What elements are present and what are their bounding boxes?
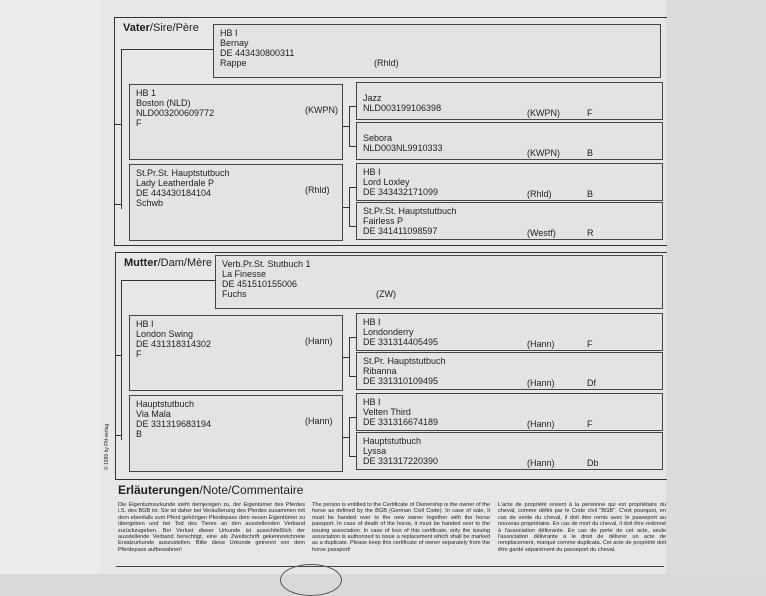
- pedigree-line: HB I: [220, 28, 238, 38]
- pedigree-line: Londonderry: [363, 327, 414, 337]
- pedigree-line: DE 331317220390: [363, 456, 439, 466]
- pedigree-line: Lady Leatherdale P: [136, 178, 215, 188]
- grandparent-box: [356, 313, 663, 351]
- connector-line: [349, 187, 350, 226]
- pedigree-line: DE 451510155006: [222, 279, 298, 289]
- pedigree-line: Schwb: [136, 198, 164, 208]
- connector-line: [349, 417, 350, 456]
- grandparent-box: [356, 352, 663, 390]
- pedigree-line: DE 343432171099: [363, 187, 439, 197]
- connector-line: [121, 280, 215, 281]
- pedigree-line: Via Mala: [136, 409, 171, 419]
- connector-line: [349, 226, 356, 227]
- sire-heading: [123, 22, 199, 34]
- coat-color: F: [587, 108, 593, 118]
- registry: (KWPN): [527, 148, 560, 158]
- notes-title: [118, 483, 303, 497]
- grandparent-box: [356, 122, 663, 160]
- registry: (KWPN): [527, 108, 560, 118]
- divider: [116, 566, 664, 567]
- pedigree-line: Velten Third: [363, 407, 411, 417]
- background-left: [0, 0, 100, 574]
- registry: (Hann): [527, 419, 555, 429]
- pedigree-line: NLD003200609772: [136, 108, 215, 118]
- pedigree-line: DE 331319683194: [136, 419, 212, 429]
- grandparent-box: [356, 82, 663, 120]
- registry: (Hann): [305, 416, 333, 426]
- registry: (KWPN): [305, 105, 338, 115]
- pedigree-line: HB 1: [136, 88, 157, 98]
- pedigree-line: DE 331310109495: [363, 376, 439, 386]
- parent-box: [129, 395, 343, 472]
- pedigree-line: DE 331314405495: [363, 337, 439, 347]
- registry: (ZW): [376, 289, 396, 299]
- pedigree-line: Boston (NLD): [136, 98, 191, 108]
- registry: (Hann): [527, 378, 555, 388]
- dam-heading-bold: Mutter: [124, 257, 158, 269]
- connector-line: [349, 187, 356, 188]
- grandparent-box: [356, 163, 663, 201]
- sire-heading-bold: Vater: [123, 22, 150, 34]
- copyright: © 1999 by FN-verlag: [104, 423, 110, 470]
- notes-german: Die Eigentumsurkunde steht demjenigen zu, der Eigentümer des Pferdes i.S. des BGB ist. Sie ist daher bei Veräußerung des Pferdes zusammen mit dem ebenfalls zum Pferd gehörigen Pferdepass dem neuen Eigentümer zu übergeben und bei Tod des Tieres an den ausstellenden Verband zurückzugeben. Bei Verlust dieser Urkunde ist ausschließlich der ausstellende Verband berechtigt, eine als Zweitschrift gekennzeichnete Ersatzurkunde auszustellen. Bitte diese Urkunde getrennt von dem Pferdepass aufbewahren!: [118, 502, 305, 553]
- connector-line: [349, 106, 350, 146]
- pedigree-line: Lyssa: [363, 446, 387, 456]
- pedigree-line: Lord Loxley: [363, 177, 410, 187]
- connector-line: [121, 280, 122, 440]
- pedigree-line: St.Pr. Hauptstutbuch: [363, 356, 446, 366]
- pedigree-line: Fuchs: [222, 289, 247, 299]
- coat-color: F: [587, 339, 593, 349]
- coat-color: B: [587, 148, 594, 158]
- parent-box: [129, 84, 343, 160]
- connector-line: [349, 337, 356, 338]
- grandparent-box: [356, 202, 663, 240]
- background-right: [666, 0, 766, 574]
- pedigree-line: Hauptstutbuch: [363, 436, 422, 446]
- registry: (Hann): [527, 339, 555, 349]
- sire-heading-rest: /Sire/Père: [149, 22, 199, 34]
- registry: (Rhld): [374, 58, 399, 68]
- notes-title-bold: Erläuterungen: [118, 483, 200, 497]
- connector-line: [115, 435, 122, 436]
- pedigree-line: St.Pr.St. Hauptstutbuch: [363, 206, 457, 216]
- stamp-seal: [280, 564, 342, 596]
- pedigree-line: HB I: [363, 167, 381, 177]
- registry: (Hann): [527, 458, 555, 468]
- pedigree-line: F: [136, 118, 142, 128]
- grandparent-box: [356, 432, 663, 470]
- registry: (Rhld): [305, 185, 330, 195]
- pedigree-line: DE 443430184104: [136, 188, 212, 198]
- main-horse-box: [215, 255, 663, 309]
- pedigree-line: Rappe: [220, 58, 247, 68]
- pedigree-line: NLD003199106398: [363, 103, 442, 113]
- pedigree-line: Bernay: [220, 38, 249, 48]
- pedigree-line: DE 341411098597: [363, 226, 438, 236]
- connector-line: [349, 106, 356, 107]
- parent-box: [129, 164, 343, 241]
- registry: (Rhld): [527, 189, 552, 199]
- pedigree-line: F: [136, 349, 142, 359]
- connector-line: [115, 355, 122, 356]
- pedigree-line: Ribanna: [363, 366, 397, 376]
- connector-line: [349, 146, 356, 147]
- connector-line: [121, 49, 122, 209]
- main-horse-box: [213, 24, 661, 78]
- pedigree-line: Verb.Pr.St. Stutbuch 1: [222, 259, 311, 269]
- connector-line: [349, 376, 356, 377]
- pedigree-line: Sebora: [363, 133, 393, 143]
- pedigree-line: Fairless P: [363, 216, 404, 226]
- pedigree-line: NLD003NL9910333: [363, 143, 443, 153]
- pedigree-line: DE 431318314302: [136, 339, 212, 349]
- connector-line: [349, 337, 350, 376]
- pedigree-line: Hauptstutbuch: [136, 399, 195, 409]
- grandparent-box: [356, 393, 663, 431]
- connector-line: [115, 124, 122, 125]
- dam-heading-rest: /Dam/Mère: [157, 257, 213, 269]
- coat-color: Db: [587, 458, 599, 468]
- notes-english: The person is entitled to the Certificate of Ownership is the owner of the horse as defined by the BGB (German Civil Code). In case of sale, it must be handed over to the new owner together with the horse passport. In case of death of the horse, it must be handed over to the issuing association. In case of loss of this certificate, only the issuing association is authorized to issue a replacement which shall be marked as a duplicate. Please keep this certificate of owner separately from the horse passport!: [312, 502, 490, 553]
- connector-line: [121, 49, 213, 50]
- pedigree-line: St.Pr.St. Hauptstutbuch: [136, 168, 230, 178]
- pedigree-line: Jazz: [363, 93, 382, 103]
- dam-heading: [124, 257, 212, 269]
- parent-box: [129, 315, 343, 391]
- pedigree-line: La Finesse: [222, 269, 267, 279]
- pedigree-line: B: [136, 429, 143, 439]
- pedigree-line: HB I: [363, 317, 381, 327]
- notes-french: L'acte de propriété revient à la personne qui est propriétaire du cheval, comme défini par le Code civil "BGB". C'est pourquoi, en cas de vente du cheval, il doit être remis avec le passeport au nouveau propriétaire. En cas de mort du cheval, il doit être redonné à l'association délivrante. En cas de perte de cet acte, seule l'association délivrante a le droit de délivrer un acte de remplacement, marqué comme duplicata. Cet acte de propriété doit être gardé séparément du passeport du cheval.: [498, 502, 666, 553]
- connector-line: [349, 417, 356, 418]
- pedigree-line: London Swing: [136, 329, 194, 339]
- coat-color: F: [587, 419, 593, 429]
- pedigree-line: HB I: [136, 319, 154, 329]
- pedigree-line: DE 443430800311: [220, 48, 295, 58]
- coat-color: B: [587, 189, 594, 199]
- coat-color: R: [587, 228, 594, 238]
- registry: (Westf): [527, 228, 556, 238]
- notes-title-rest: /Note/Commentaire: [199, 483, 304, 497]
- connector-line: [115, 204, 122, 205]
- connector-line: [349, 456, 356, 457]
- coat-color: Df: [587, 378, 596, 388]
- pedigree-line: DE 331316674189: [363, 417, 439, 427]
- registry: (Hann): [305, 336, 333, 346]
- pedigree-line: HB I: [363, 397, 381, 407]
